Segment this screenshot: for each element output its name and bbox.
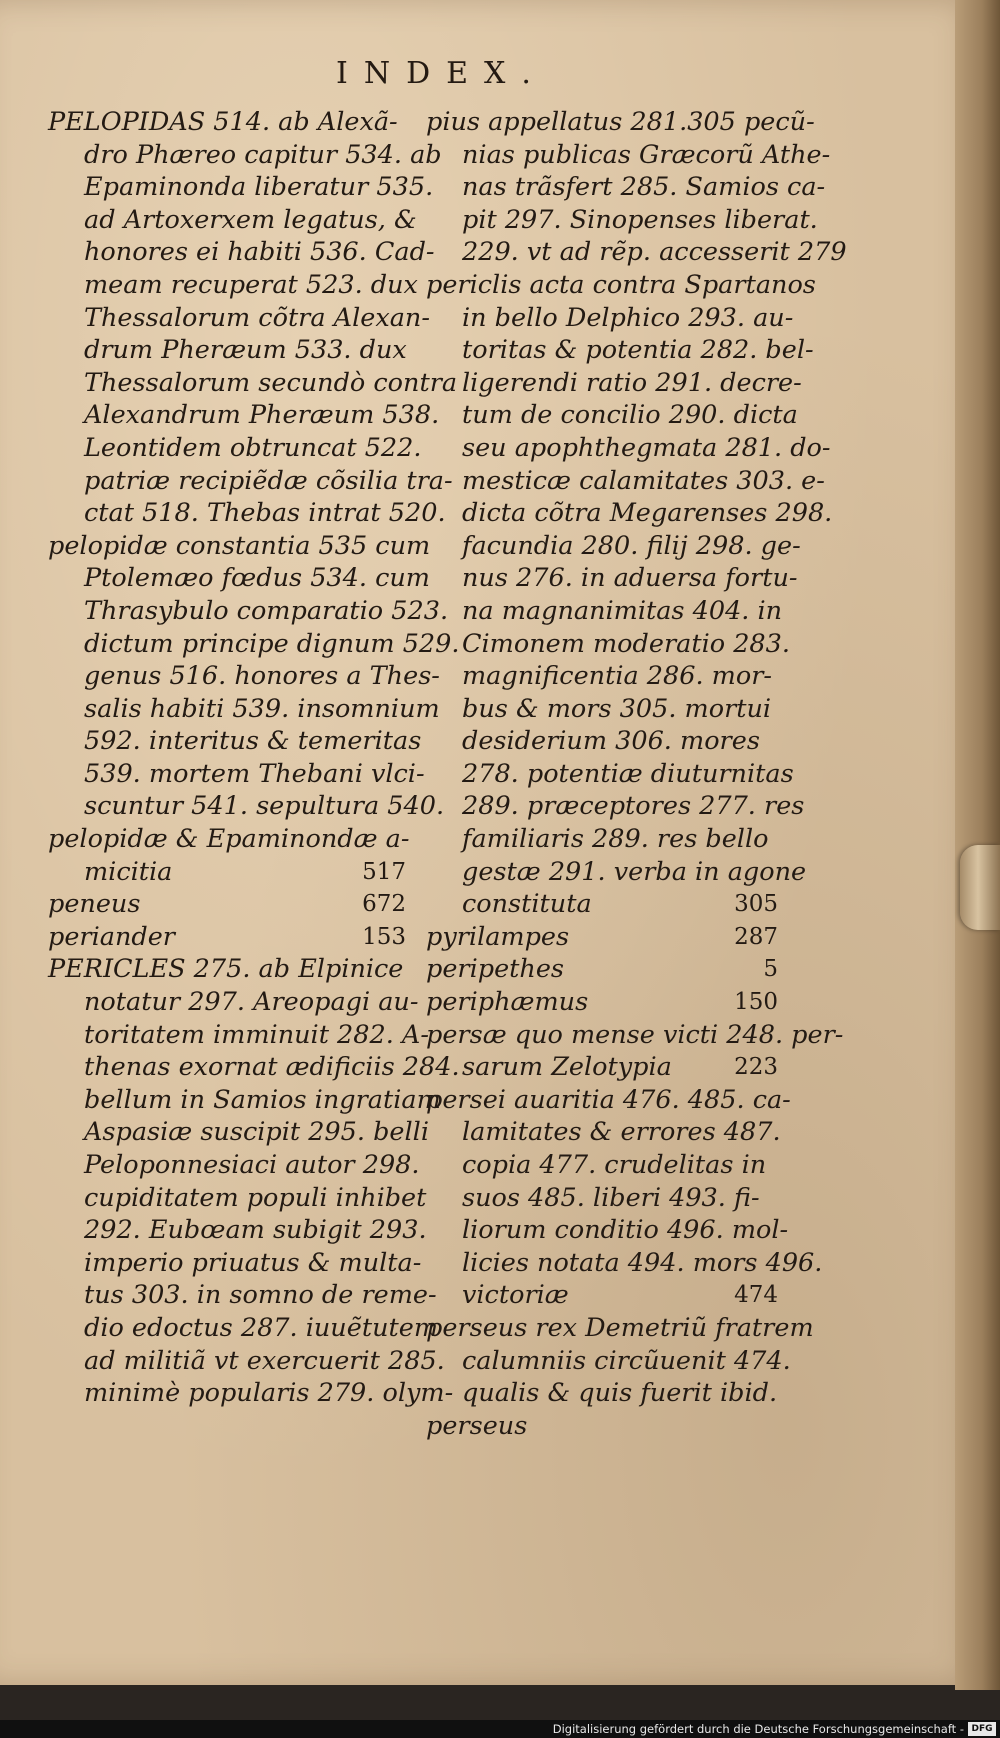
entry-line: bus & mors 305. mortui	[462, 693, 772, 724]
entry-line: toritatem imminuit 282. A-	[84, 1019, 429, 1050]
entry-line: perseus rex Demetriũ fratrem	[426, 1312, 814, 1343]
entry-line: PERICLES 275. ab Elpinice	[48, 954, 404, 985]
entry-line: toritas & potentia 282. bel-	[462, 335, 814, 366]
entry-line: peneus	[48, 889, 141, 920]
index-entry	[48, 953, 460, 1409]
entry-line: na magnanimitas 404. in	[462, 595, 783, 626]
entry-line: victoriæ	[462, 1280, 569, 1311]
index-entry	[426, 1084, 823, 1312]
dfg-logo: DFG	[968, 1722, 996, 1736]
index-entry	[48, 823, 410, 888]
right-index-column	[426, 106, 847, 1442]
entry-line: mesticæ calamitates 303. e-	[462, 465, 825, 496]
entry-line: magnificentia 286. mor-	[462, 661, 773, 692]
entry-line: ligerendi ratio 291. decre-	[462, 367, 802, 398]
entry-line: calumniis circũuenit 474.	[462, 1345, 791, 1376]
entry-line: 592. interitus & temeritas	[84, 726, 422, 757]
entry-line: persei auaritia 476. 485. ca-	[426, 1084, 791, 1115]
page-reference: 223	[734, 1054, 778, 1081]
entry-line: qualis & quis fuerit ibid.	[462, 1378, 778, 1409]
entry-line: copia 477. crudelitas in	[462, 1150, 767, 1180]
entry-line: tum de concilio 290. dicta	[462, 400, 798, 431]
entry-line: Thessalorum secundò contra	[84, 367, 458, 398]
entry-line: periphæmus	[426, 987, 589, 1018]
entry-line: suos 485. liberi 493. fi-	[462, 1182, 760, 1213]
entry-line: 229. vt ad rẽp. accesserit 279	[462, 237, 847, 268]
page-reference: 474	[734, 1282, 778, 1309]
entry-line: salis habiti 539. insomnium	[84, 693, 440, 724]
entry-line: Alexandrum Pheræum 538.	[84, 400, 440, 431]
index-entry	[48, 530, 460, 823]
entry-line: 539. mortem Thebani vlci-	[84, 758, 425, 789]
entry-line: dictum principe dignum 529.	[84, 628, 460, 659]
page-header: INDEX.	[336, 56, 547, 91]
page-reference: 287	[734, 923, 778, 950]
entry-line: pelopidæ constantia 535 cum	[48, 530, 431, 561]
entry-line: ad Artoxerxem legatus, &	[84, 204, 417, 235]
entry-line: pyrilampes	[426, 921, 570, 952]
entry-line: tus 303. in somno de reme-	[84, 1280, 437, 1311]
index-entry	[426, 986, 778, 1019]
index-entry	[426, 953, 778, 986]
entry-line: PELOPIDAS 514. ab Alexã-	[48, 107, 398, 137]
entry-line: 289. præceptores 277. res	[462, 791, 805, 822]
entry-line: dro Phæreo capitur 534. ab	[84, 139, 442, 170]
entry-line: honores ei habiti 536. Cad-	[84, 237, 435, 268]
page-reference: 153	[362, 923, 406, 950]
entry-line: minimè popularis 279. olym-	[84, 1378, 454, 1409]
entry-line: gestæ 291. verba in agone	[462, 856, 807, 887]
entry-line: Thrasybulo comparatio 523.	[84, 595, 449, 626]
index-entry	[426, 921, 778, 954]
entry-line: Cimonem moderatio 283.	[462, 628, 790, 659]
entry-line: patriæ recipiẽdæ cõsilia tra-	[84, 465, 453, 496]
entry-line: pelopidæ & Epaminondæ a-	[48, 824, 410, 855]
entry-line: periclis acta contra Spartanos	[426, 269, 816, 300]
index-entry	[48, 106, 458, 530]
index-entry	[426, 1410, 778, 1443]
entry-line: Epaminonda liberatur 535.	[84, 172, 434, 203]
page-reference: 5	[763, 956, 778, 983]
entry-line: perseus	[426, 1410, 528, 1441]
entry-line: genus 516. honores a Thes-	[84, 661, 440, 692]
page-reference: 150	[734, 989, 778, 1016]
entry-line: bellum in Samios ingratiam	[84, 1084, 441, 1115]
entry-line: desiderium 306. mores	[462, 726, 760, 757]
entry-line: sarum Zelotypia	[462, 1052, 672, 1083]
entry-line: lamitates & errores 487.	[462, 1117, 781, 1148]
entry-line: Ptolemæo fœdus 534. cum	[84, 563, 430, 594]
footer-credit: Digitalisierung gefördert durch die Deutsche Forschungsgemeinschaft -	[552, 1722, 964, 1736]
entry-line: familiaris 289. res bello	[462, 824, 769, 855]
entry-line: notatur 297. Areopagi au-	[84, 987, 419, 1018]
entry-line: dio edoctus 287. iuuẽtutem	[84, 1312, 439, 1343]
entry-line: 278. potentiæ diuturnitas	[462, 758, 794, 789]
entry-line: Peloponnesiaci autor 298.	[84, 1150, 420, 1180]
entry-line: seu apophthegmata 281. do-	[462, 432, 831, 463]
entry-line: pius appellatus 281.305 pecũ-	[426, 107, 815, 137]
entry-line: liorum conditio 496. mol-	[462, 1215, 789, 1246]
entry-line: peripethes	[426, 954, 565, 985]
entry-line: Thessalorum cõtra Alexan-	[84, 302, 430, 333]
entry-line: ctat 518. Thebas intrat 520.	[84, 498, 446, 529]
entry-line: nus 276. in aduersa fortu-	[462, 563, 798, 594]
entry-line: thenas exornat ædificiis 284.	[84, 1052, 460, 1083]
entry-line: constituta	[462, 889, 592, 920]
entry-line: 292. Eubœam subigit 293.	[84, 1215, 427, 1246]
index-entry	[426, 1019, 844, 1084]
entry-line: dicta cõtra Megarenses 298.	[462, 498, 833, 529]
entry-line: Leontidem obtruncat 522.	[84, 432, 422, 463]
entry-line: drum Pheræum 533. dux	[84, 335, 407, 366]
entry-line: licies notata 494. mors 496.	[462, 1247, 823, 1278]
entry-line: nas trãsfert 285. Samios ca-	[462, 172, 826, 203]
index-entry	[426, 1312, 814, 1410]
entry-line: in bello Delphico 293. au-	[462, 302, 794, 333]
index-entry	[426, 106, 847, 269]
entry-line: micitia	[84, 856, 173, 887]
page-reference: 672	[362, 891, 406, 918]
entry-line: persæ quo mense victi 248. per-	[426, 1019, 844, 1050]
entry-line: nias publicas Græcorũ Athe-	[462, 139, 831, 170]
page-clip	[960, 845, 1000, 930]
index-entry	[426, 269, 833, 921]
left-index-column	[48, 106, 460, 1410]
page-reference: 517	[362, 858, 406, 885]
entry-line: ad militiã vt exercuerit 285.	[84, 1345, 445, 1376]
index-entry	[48, 921, 406, 954]
page-reference: 305	[734, 891, 778, 918]
entry-line: cupiditatem populi inhibet	[84, 1182, 427, 1213]
entry-line: scuntur 541. sepultura 540.	[84, 791, 445, 822]
entry-line: meam recuperat 523. dux	[84, 269, 418, 300]
entry-line: Aspasiæ suscipit 295. belli	[84, 1117, 429, 1148]
entry-line: pit 297. Sinopenses liberat.	[462, 204, 818, 235]
entry-line: facundia 280. filij 298. ge-	[462, 530, 801, 561]
index-entry	[48, 888, 406, 921]
entry-line: periander	[48, 921, 175, 952]
entry-line: imperio priuatus & multa-	[84, 1247, 422, 1278]
